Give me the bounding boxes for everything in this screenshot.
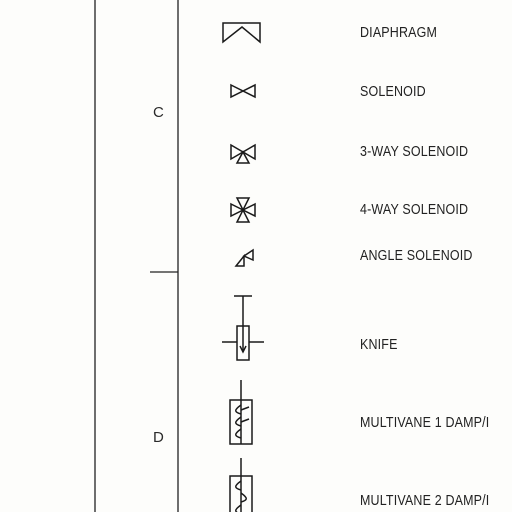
multivane-damper-2-label: MULTIVANE 2 DAMP/I [360,493,490,509]
three-way-solenoid-label: 3-WAY SOLENOID [360,144,469,160]
multivane-damper-1-label: MULTIVANE 1 DAMP/I [360,415,490,431]
angle-solenoid-valve-icon [232,246,258,270]
multivane-damper-2-icon [222,456,260,512]
diaphragm-valve-icon [220,20,264,46]
diaphragm-label: DIAPHRAGM [360,25,438,41]
multivane-damper-1-icon [222,378,260,448]
angle-solenoid-label: ANGLE SOLENOID [360,248,473,264]
solenoid-valve-icon [228,82,258,100]
zone-letter-c: C [153,104,164,121]
solenoid-label: SOLENOID [360,84,426,100]
four-way-solenoid-label: 4-WAY SOLENOID [360,202,469,218]
three-way-solenoid-valve-icon [228,140,258,166]
knife-label: KNIFE [360,337,398,353]
four-way-solenoid-valve-icon [228,196,258,224]
knife-valve-icon [220,292,266,364]
zone-letter-d: D [153,429,164,446]
